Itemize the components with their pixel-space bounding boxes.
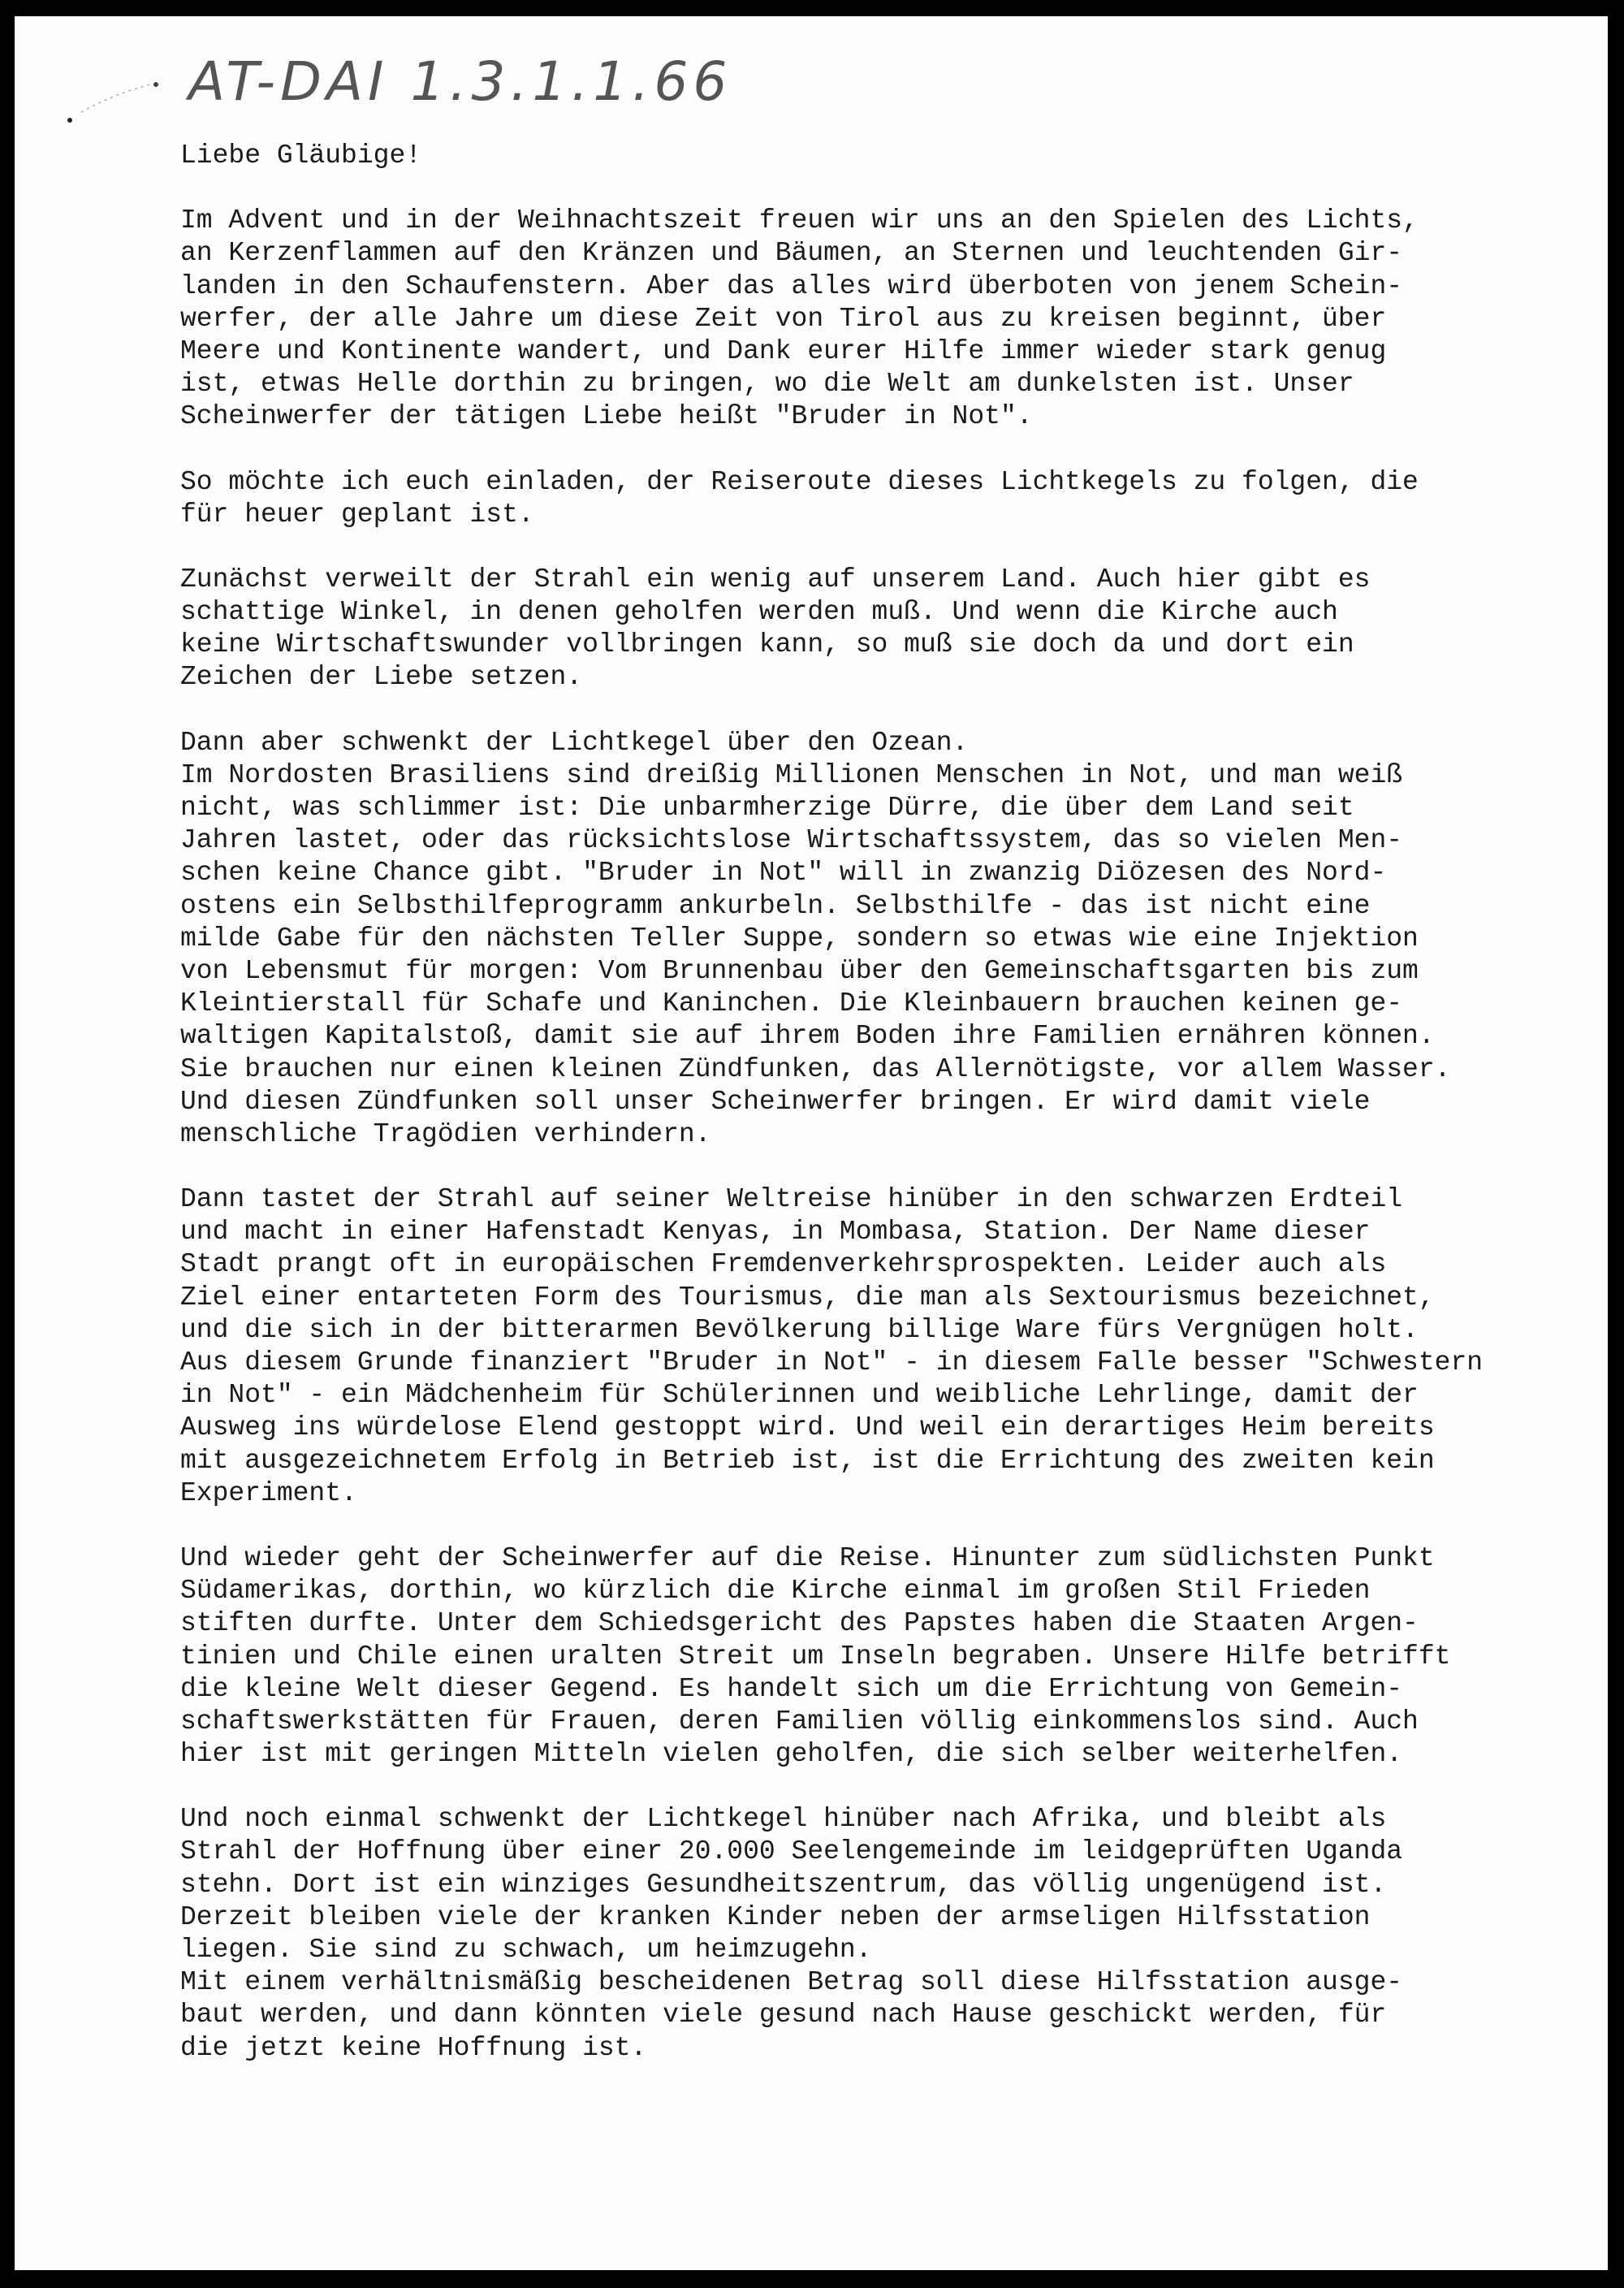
text-line: Südamerikas, dorthin, wo kürzlich die Kirche einmal im großen Stil Frieden — [180, 1576, 1371, 1607]
text-line: Und wieder geht der Scheinwerfer auf die Reise. Hinunter zum südlichsten Punkt — [180, 1542, 1435, 1573]
text-line: die kleine Welt dieser Gegend. Es handelt sich um die Errichtung von Gemein- — [180, 1673, 1403, 1704]
text-line: Derzeit bleiben viele der kranken Kinder neben der armseligen Hilfsstation — [180, 1901, 1371, 1932]
paragraph — [180, 727, 1512, 1151]
text-line: für heuer geplant ist. — [180, 499, 534, 530]
text-line: Ziel einer entarteten Form des Tourismus, die man als Sextourismus bezeichnet, — [180, 1282, 1435, 1313]
text-line: menschliche Tragödien verhindern. — [180, 1118, 711, 1149]
text-line: Und diesen Zündfunken soll unser Scheinwerfer bringen. Er wird damit viele — [180, 1086, 1371, 1117]
text-line: die jetzt keine Hoffnung ist. — [180, 2032, 647, 2063]
paragraph — [180, 205, 1512, 433]
text-line: schen keine Chance gibt. "Bruder in Not" will in zwanzig Diözesen des Nord- — [180, 858, 1387, 889]
text-line: Meere und Kontinente wandert, und Dank eurer Hilfe immer wieder stark genug — [180, 335, 1387, 366]
paragraph — [180, 1803, 1512, 2065]
text-line: Stadt prangt oft in europäischen Fremdenverkehrsprospekten. Leider auch als — [180, 1249, 1387, 1280]
archive-signature: AT-DAI 1.3.1.1.66 — [188, 50, 732, 113]
text-line: milde Gabe für den nächsten Teller Suppe, sondern so etwas wie eine Injektion — [180, 923, 1419, 954]
text-line: ist, etwas Helle dorthin zu bringen, wo die Welt am dunkelsten ist. Unser — [180, 369, 1354, 400]
salutation: Liebe Gläubige! — [180, 141, 422, 171]
text-line: baut werden, und dann könnten viele gesund nach Hause geschickt werden, für — [180, 2000, 1387, 2031]
pencil-mark — [65, 78, 171, 127]
text-line: keine Wirtschaftswunder vollbringen kann, so muß sie doch da und dort ein — [180, 629, 1354, 660]
text-line: an Kerzenflammen auf den Kränzen und Bäumen, an Sternen und leuchtenden Gir- — [180, 238, 1403, 269]
text-line: Aus diesem Grunde finanziert "Bruder in Not" - in diesem Falle besser "Schwestern — [180, 1347, 1484, 1378]
text-line: Im Nordosten Brasiliens sind dreißig Millionen Menschen in Not, und man weiß — [180, 759, 1403, 790]
text-line: Mit einem verhältnismäßig bescheidenen Betrag soll diese Hilfsstation ausge- — [180, 1967, 1403, 1998]
text-line: hier ist mit geringen Mitteln vielen geholfen, die sich selber weiterhelfen. — [180, 1739, 1403, 1770]
text-line: stiften durfte. Unter dem Schiedsgericht des Papstes haben die Staaten Argen- — [180, 1608, 1419, 1639]
text-line: nicht, was schlimmer ist: Die unbarmherzige Dürre, die über dem Land seit — [180, 793, 1354, 824]
text-line: schattige Winkel, in denen geholfen werden muß. Und wenn die Kirche auch — [180, 597, 1338, 628]
text-line: werfer, der alle Jahre um diese Zeit von Tirol aus zu kreisen beginnt, über — [180, 303, 1387, 334]
text-line: mit ausgezeichnetem Erfolg in Betrieb ist, ist die Errichtung des zweiten kein — [180, 1445, 1435, 1476]
text-line: Im Advent und in der Weihnachtszeit freuen wir uns an den Spielen des Lichts, — [180, 205, 1419, 236]
text-line: stehn. Dort ist ein winziges Gesundheitszentrum, das völlig ungenügend ist. — [180, 1869, 1387, 1900]
text-line: und macht in einer Hafenstadt Kenyas, in Mombasa, Station. Der Name dieser — [180, 1217, 1371, 1248]
text-line: landen in den Schaufenstern. Aber das alles wird überboten von jenem Schein- — [180, 270, 1403, 301]
text-line: Dann aber schwenkt der Lichtkegel über den Ozean. — [180, 727, 969, 758]
text-line: liegen. Sie sind zu schwach, um heimzugehn. — [180, 1935, 872, 1966]
text-line: Sie brauchen nur einen kleinen Zündfunken, das Allernötigste, vor allem Wasser. — [180, 1053, 1451, 1084]
text-line: Und noch einmal schwenkt der Lichtkegel hinüber nach Afrika, und bleibt als — [180, 1804, 1387, 1835]
text-line: Jahren lastet, oder das rücksichtslose Wirtschaftssystem, das so vielen Men- — [180, 825, 1403, 856]
text-line: waltigen Kapitalstoß, damit sie auf ihrem Boden ihre Familien ernähren können. — [180, 1021, 1435, 1052]
text-line: So möchte ich euch einladen, der Reiseroute dieses Lichtkegels zu folgen, die — [180, 466, 1419, 497]
paragraph — [180, 564, 1512, 694]
text-line: in Not" - ein Mädchenheim für Schülerinnen und weibliche Lehrlinge, damit der — [180, 1380, 1419, 1411]
text-line: und die sich in der bitterarmen Bevölkerung billige Ware fürs Vergnügen holt. — [180, 1314, 1419, 1345]
text-line: ostens ein Selbsthilfeprogramm ankurbeln. Selbsthilfe - das ist nicht eine — [180, 890, 1371, 921]
text-line: Zunächst verweilt der Strahl ein wenig auf unserem Land. Auch hier gibt es — [180, 564, 1371, 595]
text-line: von Lebensmut für morgen: Vom Brunnenbau über den Gemeinschaftsgarten bis zum — [180, 955, 1419, 986]
text-line: Zeichen der Liebe setzen. — [180, 662, 583, 693]
paragraph — [180, 1183, 1512, 1510]
text-line: schaftswerkstätten für Frauen, deren Familien völlig einkommenslos sind. Auch — [180, 1706, 1419, 1737]
text-line: Strahl der Hoffnung über einer 20.000 Seelengemeinde im leidgeprüften Uganda — [180, 1836, 1403, 1867]
text-line: Kleintierstall für Schafe und Kaninchen. Die Kleinbauern brauchen keinen ge- — [180, 988, 1403, 1019]
paragraph — [180, 1542, 1512, 1771]
text-line: tinien und Chile einen uralten Streit um Inseln begraben. Unsere Hilfe betrifft — [180, 1641, 1451, 1672]
text-line: Ausweg ins würdelose Elend gestoppt wird. Und weil ein derartiges Heim bereits — [180, 1412, 1435, 1443]
text-line: Experiment. — [180, 1477, 357, 1508]
text-line: Dann tastet der Strahl auf seiner Weltreise hinüber in den schwarzen Erdteil — [180, 1184, 1403, 1215]
paragraph — [180, 466, 1512, 531]
letter-body — [180, 140, 1512, 2097]
text-line: Scheinwerfer der tätigen Liebe heißt "Bruder in Not". — [180, 401, 1033, 432]
